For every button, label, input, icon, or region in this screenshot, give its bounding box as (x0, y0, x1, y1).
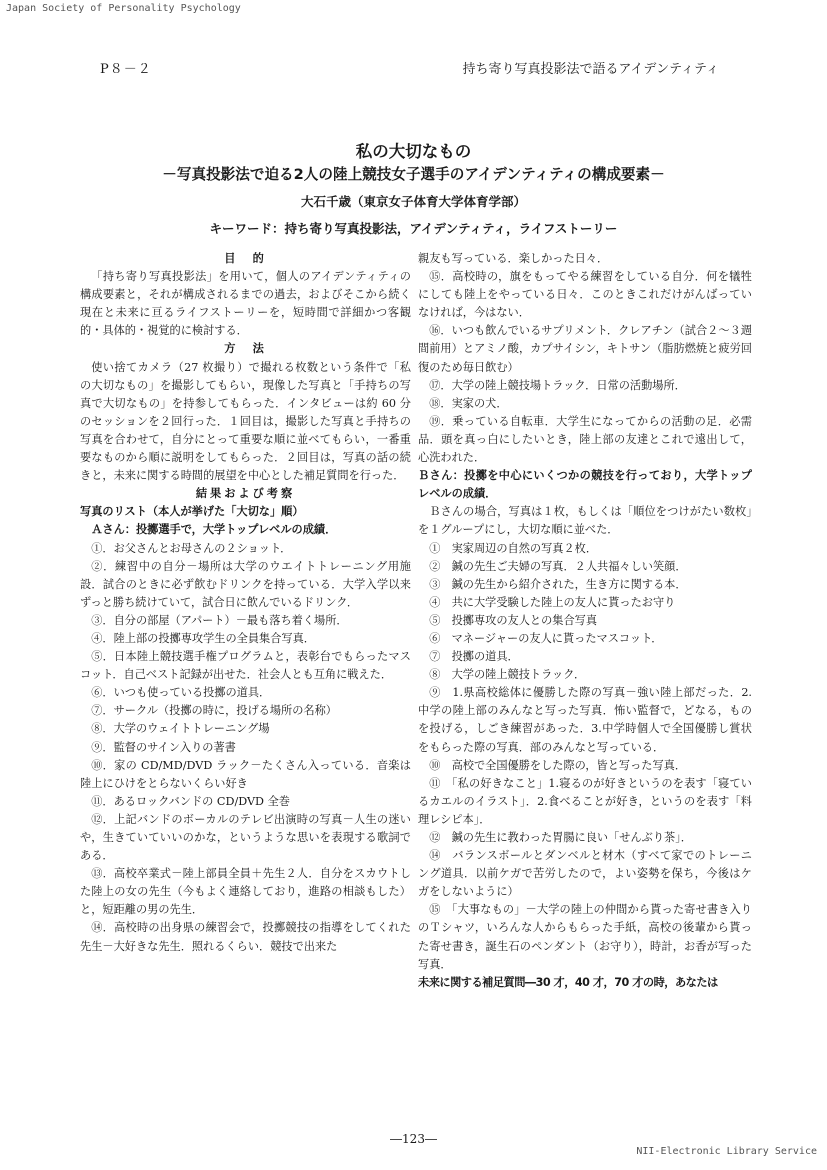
future-questions-heading: 未来に関する補足質問―30 才，40 才，70 才の時，あなたは (418, 975, 718, 989)
list-item: ⑦．サークル（投擲の時に，投げる場所の名称） (91, 704, 337, 718)
list-item: ⑨ 1.県高校総体に優勝した際の写真－強い陸上部だった．2.中学の陸上部のみんなと写った写真．怖い監督で，どなる，ものを投げる，しごき練習があった．3.中学時個人で全国優勝し賞状をもらった際の写真．部のみんなと写っている． (418, 686, 752, 754)
title-block (60, 140, 767, 240)
list-item: ③ 鍼の先生から紹介された，生き方に関する本． (429, 577, 687, 591)
list-item: ② 鍼の先生ご夫婦の写真．２人共福々しい笑顔． (429, 559, 687, 573)
list-item: ① 実家周辺の自然の写真２枚． (429, 541, 598, 555)
subject-b-heading: Ｂさん：投擲を中心にいくつかの競技を行っており，大学トップレベルの成績． (418, 469, 752, 501)
list-item: ①．お父さんとお母さんの２ショット． (91, 541, 292, 555)
session-title: 持ち寄り写真投影法で語るアイデンティティ (462, 62, 719, 77)
section-heading-purpose: 目 的 (224, 252, 267, 265)
footer-library: NII-Electronic Library Service (636, 1146, 817, 1157)
list-item: ⑪．あるロックバンドの CD/DVD 全巻 (91, 794, 290, 808)
list-item: ⑮．高校時の，旗をもってやる練習をしている自分．何を犠牲にしても陸上をやっている日々．このときこれだけがんばっていなければ，今はない． (418, 270, 752, 320)
subject-b-intro: Ｂさんの場合，写真は１枚，もしくは「順位をつけがたい数枚」を１グループにし，大切な順に並べた． (418, 505, 752, 537)
page-number: ―123― (390, 1132, 437, 1146)
list-item: ⑥．いつも使っている投擲の道具． (91, 686, 271, 700)
author-line: 大石千歳（東京女子体育大学体育学部） (300, 194, 526, 209)
list-item: ⑧．大学のウェイトトレーニング場 (91, 722, 270, 736)
list-item: ⑩．家の CD/MD/DVD ラック－たくさん入っている．音楽は陸上にひけをとらないくらい好き (80, 758, 411, 790)
list-item: ⑯．いつも飲んでいるサプリメント．クレアチン（試合２～３週間前用）とアミノ酸，カプサイシン，キトサン（脂肪燃焼と疲労回復のため毎日飲む） (418, 324, 752, 374)
method-paragraph: 使い捨てカメラ（27 枚撮り）で撮れる枚数という条件で「私の大切なもの」を撮影してもらい，現像した写真と「手持ちの写真で大切なもの」を持参してもらった．インタビューは約 60 分のセッションを２回行った．１回目は，撮影した写真と手持ちの写真を合わせて，自分にとって重要な順に並べてもらい，一番重要なものから順に説明をしてもらった．２回目は，写真の話の続きと，未来に関する時間的展望を中心とした補足質問を行った． (80, 360, 411, 483)
list-item: ⑲．乗っている自転車．大学生になってからの活動の足．必需品．頭を真っ白にしたいとき，陸上部の友達とこれで遠出して，心洗われた． (418, 414, 752, 465)
list-item-continued: 親友も写っている．楽しかった日々． (418, 252, 609, 265)
section-heading-method: 方 法 (224, 342, 267, 356)
list-item: ⑤．日本陸上競技選手権プログラムと，表彰台でもらったマスコット．自己ベスト記録が出せた．社会人とも互角に戦えた． (80, 650, 411, 682)
purpose-paragraph: 「持ち寄り写真投影法」を用いて，個人のアイデンティティの構成要素と，それが構成されるまでの過去，およびそこから続く現在と未来に亘るライフストーリーを，短時間で詳細かつ客観的・具体的・視覚的に検討する． (80, 270, 411, 338)
photo-list-heading: 写真のリスト（本人が挙げた「大切な」順） (80, 505, 304, 519)
list-item: ⑨．監督のサイン入りの著書 (91, 740, 236, 754)
list-item: ⑭ バランスボールとダンベルと材木（すべて家でのトレーニング道具．以前ケガで苦労したので，よい姿勢を保ち，今後はケガをしないように） (418, 849, 752, 899)
society-header: Japan Society of Personality Psychology (6, 3, 241, 14)
list-item: ⑱．実家の犬． (429, 396, 508, 410)
right-column (418, 250, 752, 992)
list-item: ⑫．上記バンドのボーカルのテレビ出演時の写真－人生の迷いや，生きていていいのかな，というような思いを表現する歌詞である． (80, 812, 411, 863)
section-heading-results: 結果および考察 (195, 487, 296, 501)
list-item: ⑬．高校卒業式－陸上部員全員＋先生２人．自分をスカウトした陸上の女の先生（今もよく連絡しており，進路の相談もした）と，短距離の男の先生． (80, 867, 411, 917)
keywords-line: キーワード：持ち寄り写真投影法，アイデンティティ，ライフストーリー (209, 221, 618, 236)
list-item: ④ 共に大学受験した陸上の友人に貰ったお守り (429, 595, 676, 609)
list-item: ⑥ マネージャーの友人に貰ったマスコット． (429, 631, 663, 645)
list-item: ⑤ 投擲専攻の友人との集合写真 (429, 613, 598, 627)
list-item: ②．練習中の自分－場所は大学のウエイトトレーニング用施設．試合のときに必ず飲むドリンクを持っている．大学入学以来ずっと勝ち続けていて，試合日に飲んでいるドリンク． (80, 559, 411, 609)
presentation-code: P８－２ (100, 62, 152, 77)
left-column (80, 250, 411, 956)
list-item: ⑪ 「私の好きなこと」1.寝るのが好きというのを表す「寝ているカエルのイラスト」．2.食べることが好き，というのを表す「料理レシピ本」． (418, 776, 752, 826)
list-item: ⑦ 投擲の道具． (429, 650, 519, 664)
list-item: ⑫ 鍼の先生に教わった胃腸に良い「せんぶり茶」． (429, 831, 692, 844)
list-item: ④．陸上部の投擲専攻学生の全員集合写真． (91, 631, 315, 645)
list-item: ⑰．大学の陸上競技場トラック．日常の活動場所． (429, 378, 686, 392)
list-item: ⑭．高校時の出身県の練習会で，投擲競技の指導をしてくれた先生－大好きな先生．照れるくらい．競技で出来た (80, 921, 411, 953)
paper-subtitle: －写真投影法で迫る2人の陸上競技女子選手のアイデンティティの構成要素－ (162, 166, 665, 183)
paper-title: 私の大切なもの (355, 142, 472, 161)
list-item: ⑩ 高校で全国優勝をした際の，皆と写った写真． (429, 758, 687, 772)
list-item: ⑮ 「大事なもの」－大学の陸上の仲間から貰った寄せ書き入りのＴシャツ，いろんな人からもらった手紙，高校の後輩から貰った寄せ書き，誕生石のペンダント（お守り），時計，お香が写った写真． (418, 903, 752, 971)
subject-a-heading: Ａさん：投擲選手で，大学トップレベルの成績． (91, 523, 337, 537)
list-item: ③．自分の部屋（アパート）－最も落ち着く場所． (91, 613, 348, 627)
list-item: ⑧ 大学の陸上競技トラック． (429, 668, 586, 682)
